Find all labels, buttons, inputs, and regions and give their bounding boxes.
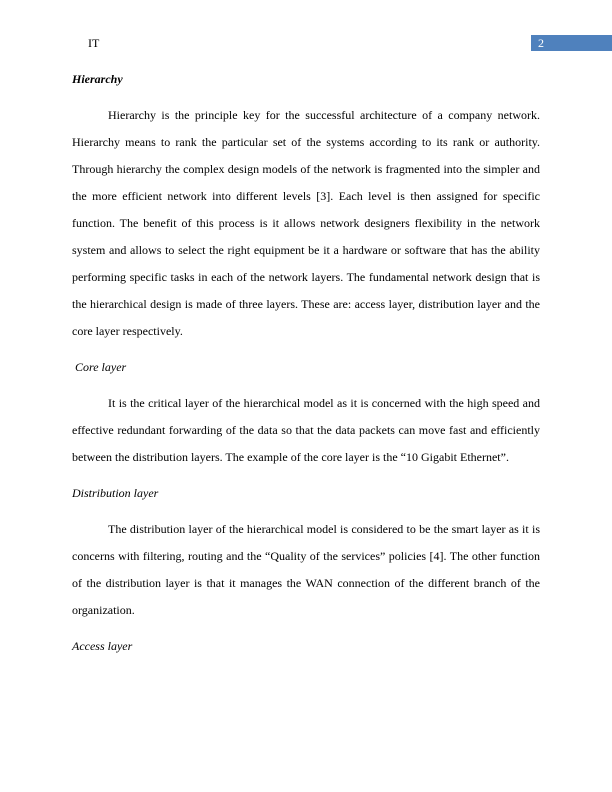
section-heading-access-layer: Access layer [72,639,133,653]
paragraph-hierarchy: Hierarchy is the principle key for the successful architecture of a company network. Hierarchy means to rank the particular set of the systems according to its rank or authority. Through hierarchy the complex design models of the network is fragmented into the simpler and the more efficient network into different levels [3]. Each level is then assigned for specific function. The benefit of this process is it allows network designers flexibility in the network system and allows to select the right equipment be it a hardware or software that has the ability performing specific tasks in each of the network layers. The fundamental network design that is the hierarchical design is made of three layers. These are: access layer, distribution layer and the core layer respectively. [72,108,540,338]
page-number-badge: 2 [531,35,612,51]
document-body [72,66,540,660]
paragraph-distribution-layer: The distribution layer of the hierarchical model is considered to be the smart layer as it is concerns with filtering, routing and the “Quality of the services” policies [4]. The other function of the distribution layer is that it manages the WAN connection of the different branch of the organization. [72,522,540,617]
section-heading-hierarchy: Hierarchy [72,72,123,86]
section-heading-core-layer: Core layer [75,360,127,374]
paragraph-core-layer: It is the critical layer of the hierarchical model as it is concerned with the high speed and effective redundant forwarding of the data so that the data packets can move fast and efficiently between the distribution layers. The example of the core layer is the “10 Gigabit Ethernet”. [72,396,540,464]
running-header-title: IT [88,36,100,50]
section-heading-distribution-layer: Distribution layer [72,486,159,500]
